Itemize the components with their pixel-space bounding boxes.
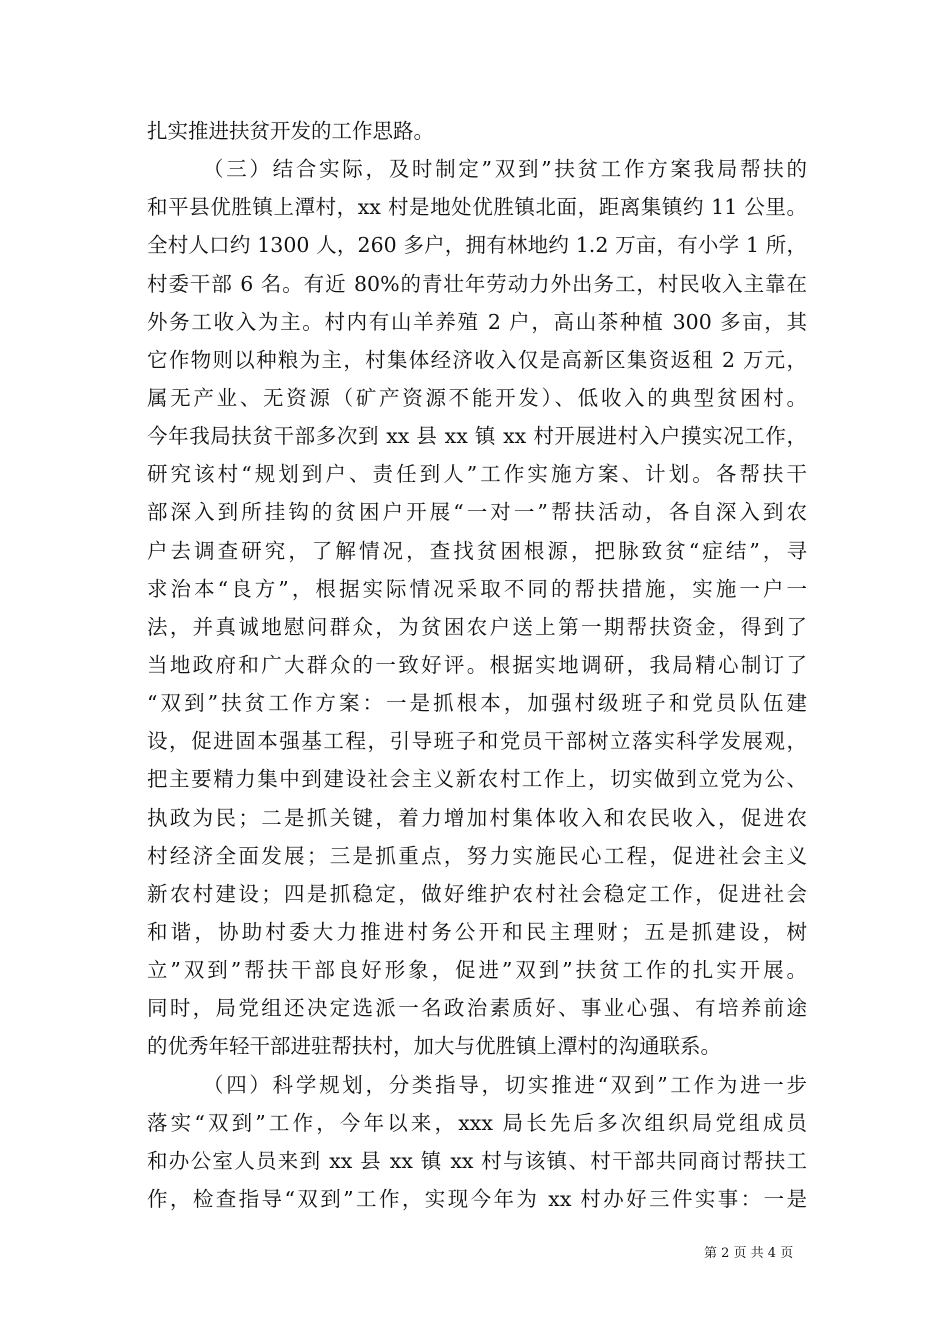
text-line: 立”双到”帮扶干部良好形象，促进”双到”扶贫工作的扎实开展。 bbox=[147, 958, 807, 983]
section-four-heading-line: （四）科学规划，分类指导，切实推进“双到”工作为进一步 bbox=[203, 1072, 807, 1097]
text-line: “双到”扶贫工作方案：一是抓根本，加强村级班子和党员队伍建 bbox=[147, 691, 807, 716]
paragraph-continuation bbox=[147, 112, 807, 150]
text-line: 它作物则以种粮为主，村集体经济收入仅是高新区集资返租 2 万元， bbox=[147, 347, 807, 372]
section-three-heading-line: （三）结合实际，及时制定”双到”扶贫工作方案我局帮扶的 bbox=[203, 157, 807, 182]
text-line: 今年我局扶贫干部多次到 xx 县 xx 镇 xx 村开展进村入户摸实况工作， bbox=[147, 424, 807, 449]
text-line: 属无产业、无资源（矿产资源不能开发）、低收入的典型贫困村。 bbox=[147, 385, 807, 410]
text-line: 的优秀年轻干部进驻帮扶村，加大与优胜镇上潭村的沟通联系。 bbox=[147, 1034, 721, 1059]
text-line: 设，促进固本强基工程，引导班子和党员干部树立落实科学发展观， bbox=[147, 729, 807, 754]
text-line: 把主要精力集中到建设社会主义新农村工作上，切实做到立党为公、 bbox=[147, 767, 807, 792]
text-line: 作，检查指导“双到”工作，实现今年为 xx 村办好三件实事：一是 bbox=[147, 1186, 807, 1211]
text-line: 执政为民；二是抓关键，着力增加村集体收入和农民收入，促进农 bbox=[147, 805, 807, 830]
text-line: 和办公室人员来到 xx 县 xx 镇 xx 村与该镇、村干部共同商讨帮扶工 bbox=[147, 1148, 807, 1173]
document-body bbox=[147, 112, 807, 1218]
page-number-footer: 第 2 页 共 4 页 bbox=[704, 1246, 794, 1261]
section-four-paragraph bbox=[147, 1066, 807, 1219]
text-line: 和谐，协助村委大力推进村务公开和民主理财；五是抓建设，树 bbox=[147, 919, 807, 944]
text-line: 村经济全面发展；三是抓重点，努力实施民心工程，促进社会主义 bbox=[147, 843, 807, 868]
text-line: 扎实推进扶贫开发的工作思路。 bbox=[147, 119, 434, 143]
text-line: 和平县优胜镇上潭村，xx 村是地处优胜镇北面，距离集镇约 11 公里。 bbox=[147, 195, 807, 220]
text-line: 全村人口约 1300 人，260 多户，拥有林地约 1.2 万亩，有小学 1 所， bbox=[147, 233, 807, 258]
text-line: 法，并真诚地慰问群众，为贫困农户送上第一期帮扶资金，得到了 bbox=[147, 614, 807, 639]
text-line: 部深入到所挂钩的贫困户开展“一对一”帮扶活动，各自深入到农 bbox=[147, 500, 807, 525]
text-line: 村委干部 6 名。有近 80%的青壮年劳动力外出务工，村民收入主靠在 bbox=[147, 271, 807, 296]
text-line: 求治本“良方”，根据实际情况采取不同的帮扶措施，实施一户一 bbox=[147, 576, 807, 601]
text-line: 同时，局党组还决定选派一名政治素质好、事业心强、有培养前途 bbox=[147, 996, 807, 1021]
text-line: 新农村建设；四是抓稳定，做好维护农村社会稳定工作，促进社会 bbox=[147, 881, 807, 906]
text-line: 落实“双到”工作，今年以来，xxx 局长先后多次组织局党组成员 bbox=[147, 1110, 807, 1135]
text-line: 研究该村“规划到户、责任到人”工作实施方案、计划。各帮扶干 bbox=[147, 462, 807, 487]
section-three-paragraph bbox=[147, 150, 807, 1065]
text-line: 当地政府和广大群众的一致好评。根据实地调研，我局精心制订了 bbox=[147, 652, 807, 677]
text-line: 户去调查研究，了解情况，查找贫困根源，把脉致贫“症结”，寻 bbox=[147, 538, 807, 563]
text-line: 外务工收入为主。村内有山羊养殖 2 户，高山茶种植 300 多亩，其 bbox=[147, 309, 807, 334]
